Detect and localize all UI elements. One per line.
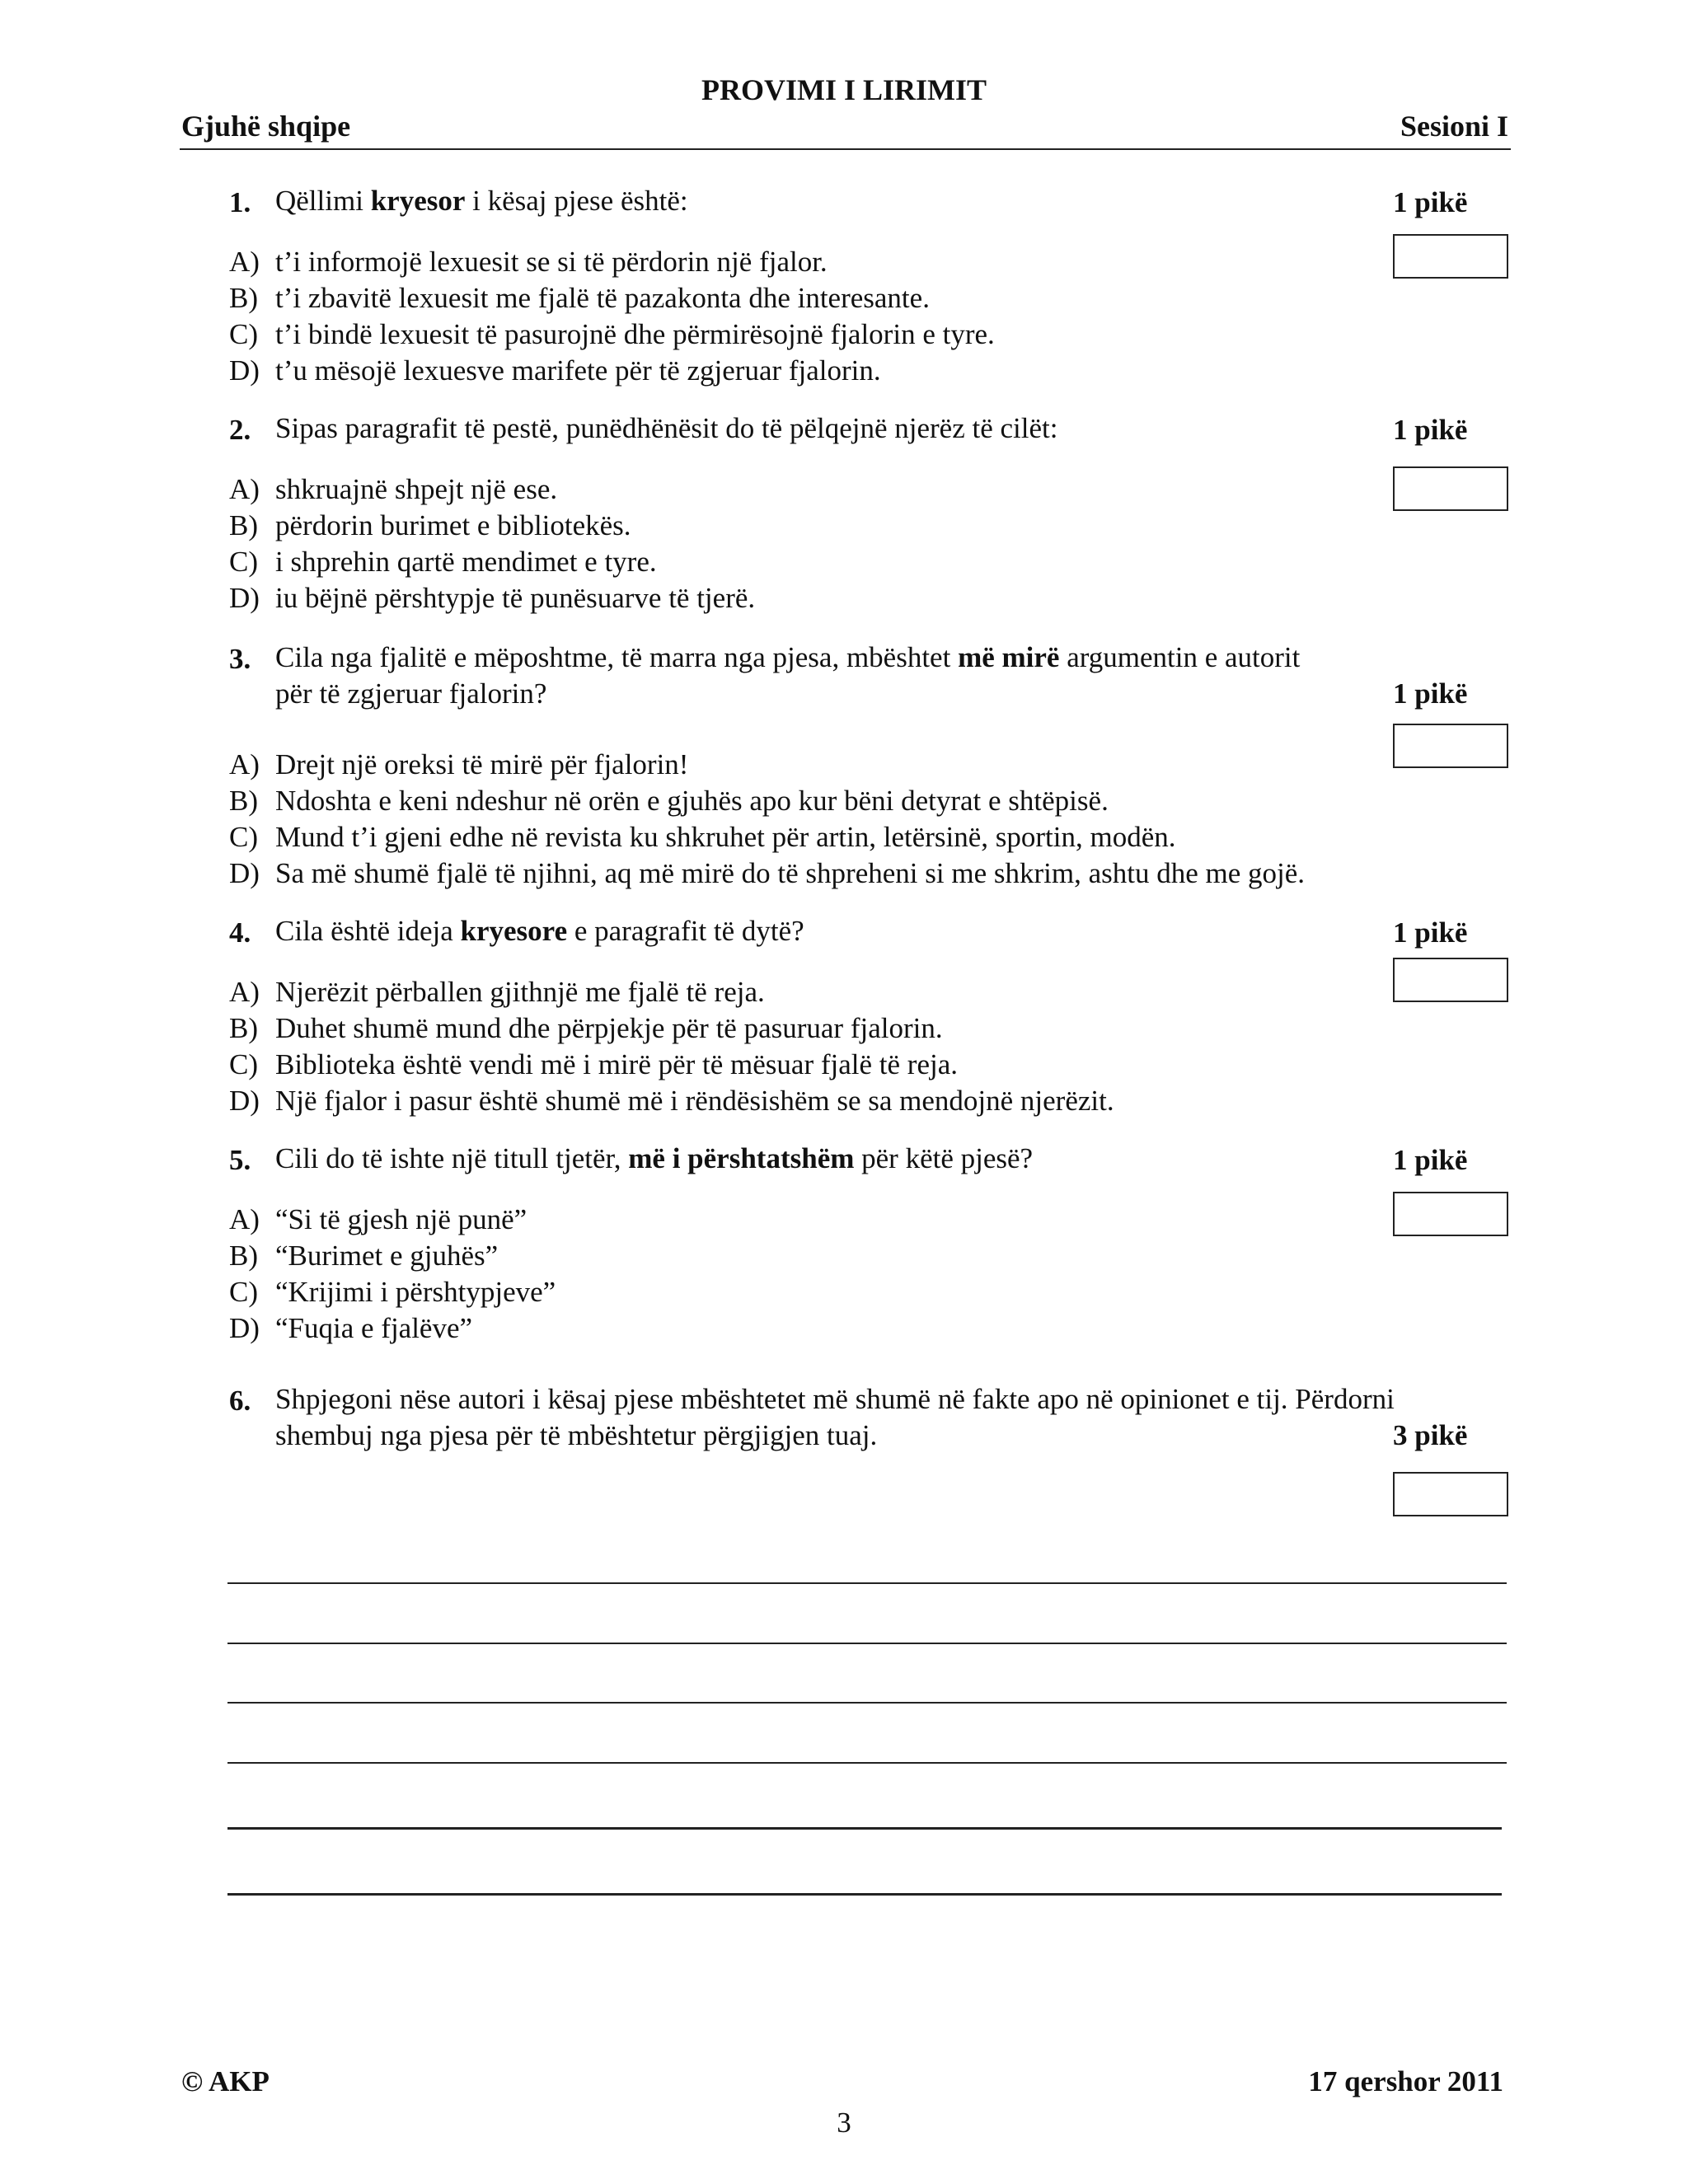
question-5-option-d: D) “Fuqia e fjalëve” (229, 1312, 473, 1344)
question-4-option-a: A) Njerëzit përballen gjithnjë me fjalë të reja. (229, 976, 765, 1008)
question-2-option-c: C) i shprehin qartë mendimet e tyre. (229, 546, 657, 578)
question-6-text: Shpjegoni nëse autori i kësaj pjese mbështetet më shumë në fakte apo në opinionet e tij. Përdorni (275, 1383, 1395, 1415)
question-1-text: Qëllimi kryesor i kësaj pjese është: (275, 185, 688, 217)
question-2-number: 2. (229, 414, 251, 446)
question-6-text-line2: shembuj nga pjesa për të mbështetur përgjigjen tuaj. (275, 1419, 878, 1451)
question-1-option-d: D) t’u mësojë lexuesve marifete për të zgjeruar fjalorin. (229, 354, 881, 387)
question-2-option-a: A) shkruajnë shpejt një ese. (229, 473, 558, 505)
question-2-option-d: D) iu bëjnë përshtypje të punësuarve të tjerë. (229, 582, 756, 614)
question-3-points: 1 pikë (1393, 677, 1468, 710)
question-1-option-b: B) t’i zbavitë lexuesit me fjalë të pazakonta dhe interesante. (229, 282, 930, 314)
question-6-points: 3 pikë (1393, 1419, 1468, 1451)
question-6-number: 6. (229, 1385, 251, 1417)
question-5-option-c: C) “Krijimi i përshtypjeve” (229, 1276, 556, 1308)
question-6-score-box[interactable] (1393, 1472, 1508, 1516)
question-5-number: 5. (229, 1144, 251, 1176)
session-label: Sesioni I (1400, 110, 1508, 143)
question-1-number: 1. (229, 186, 251, 218)
question-5-score-box[interactable] (1393, 1192, 1508, 1236)
question-2-points: 1 pikë (1393, 414, 1468, 446)
question-2-text: Sipas paragrafit të pestë, punëdhënësit do të pëlqejnë njerëz të cilët: (275, 412, 1058, 444)
question-3-number: 3. (229, 643, 251, 675)
copyright-notice: © AKP (181, 2065, 270, 2097)
question-3-text-line2: për të zgjeruar fjalorin? (275, 677, 547, 710)
question-1-option-c: C) t’i bindë lexuesit të pasurojnë dhe përmirësojnë fjalorin e tyre. (229, 318, 995, 350)
question-3-score-box[interactable] (1393, 724, 1508, 768)
answer-line[interactable] (227, 1893, 1502, 1896)
question-3-option-b: B) Ndoshta e keni ndeshur në orën e gjuhës apo kur bëni detyrat e shtëpisë. (229, 785, 1109, 817)
question-1-option-a: A) t’i informojë lexuesit se si të përdorin një fjalor. (229, 246, 828, 278)
question-1-points: 1 pikë (1393, 186, 1468, 218)
question-5-points: 1 pikë (1393, 1144, 1468, 1176)
exam-title: PROVIMI I LIRIMIT (701, 73, 987, 106)
question-3-text: Cila nga fjalitë e mëposhtme, të marra nga pjesa, mbështet më mirë argumentin e autorit (275, 641, 1301, 673)
question-5-option-a: A) “Si të gjesh një punë” (229, 1203, 528, 1235)
question-3-option-c: C) Mund t’i gjeni edhe në revista ku shkruhet për artin, letërsinë, sportin, modën. (229, 821, 1176, 853)
answer-line[interactable] (227, 1827, 1502, 1830)
header-divider (180, 148, 1511, 150)
answer-line[interactable] (227, 1643, 1507, 1644)
question-2-score-box[interactable] (1393, 466, 1508, 511)
question-4-text: Cila është ideja kryesore e paragrafit të dytë? (275, 915, 804, 947)
page-number: 3 (837, 2107, 851, 2139)
question-5-text: Cili do të ishte një titull tjetër, më i përshtatshëm për këtë pjesë? (275, 1142, 1034, 1174)
question-3-option-a: A) Drejt një oreksi të mirë për fjalorin! (229, 748, 689, 780)
question-4-points: 1 pikë (1393, 916, 1468, 949)
exam-date: 17 qershor 2011 (1308, 2065, 1503, 2097)
question-4-option-b: B) Duhet shumë mund dhe përpjekje për të pasuruar fjalorin. (229, 1012, 943, 1044)
question-4-option-c: C) Biblioteka është vendi më i mirë për të mësuar fjalë të reja. (229, 1048, 959, 1080)
subject-label: Gjuhë shqipe (181, 110, 351, 143)
question-4-number: 4. (229, 916, 251, 949)
question-4-score-box[interactable] (1393, 958, 1508, 1002)
question-4-option-d: D) Një fjalor i pasur është shumë më i rëndësishëm se sa mendojnë njerëzit. (229, 1085, 1114, 1117)
question-2-option-b: B) përdorin burimet e bibliotekës. (229, 509, 631, 541)
answer-line[interactable] (227, 1582, 1507, 1584)
answer-line[interactable] (227, 1762, 1507, 1764)
question-1-score-box[interactable] (1393, 234, 1508, 279)
question-5-option-b: B) “Burimet e gjuhës” (229, 1240, 499, 1272)
answer-line[interactable] (227, 1702, 1507, 1704)
question-3-option-d: D) Sa më shumë fjalë të njihni, aq më mirë do të shpreheni si me shkrim, ashtu dhe me gojë. (229, 857, 1306, 889)
